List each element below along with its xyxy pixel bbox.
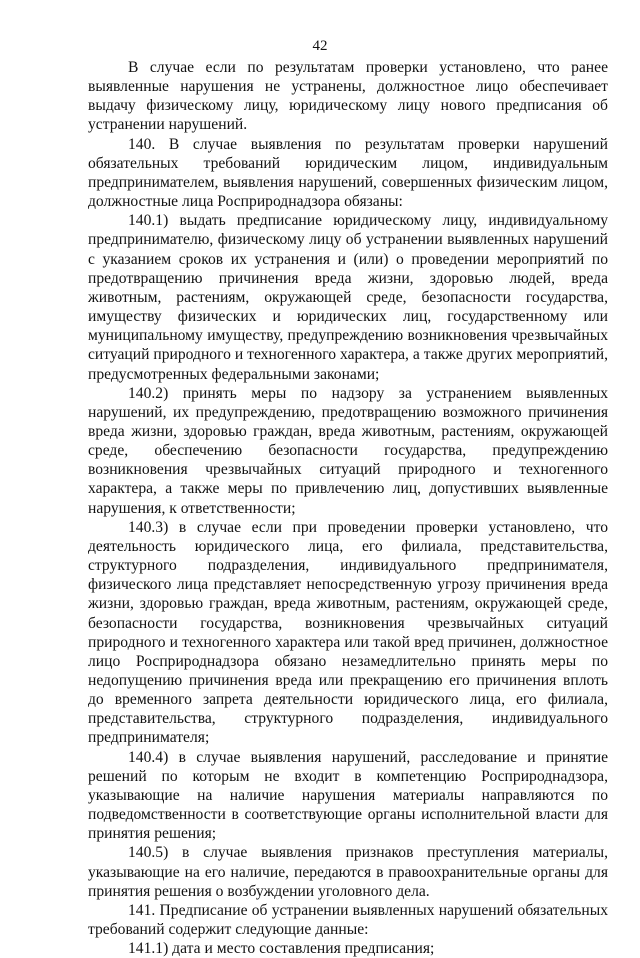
document-body bbox=[88, 58, 608, 958]
page-number: 42 bbox=[312, 38, 328, 54]
paragraph-141-1: 141.1) дата и место составления предписания; bbox=[128, 940, 435, 958]
paragraph-intro: В случае если по результатам проверки установлено, что ранее выявленные нарушения не устранены, должностное лицо обеспечивает выдачу физическому лицу, юридическому лицу нового предписания об устранении нарушений. bbox=[88, 59, 608, 134]
paragraph-140-2: 140.2) принять меры по надзору за устранением выявленных нарушений, их предупреждению, предотвращению возможного причинения вреда жизни, здоровью граждан, вреда животным, растениям, окружающей среде, обеспечению безопасности государства, предупреждению возникновения чрезвычайных ситуаций природного и техногенного характера, а также меры по привлечению лиц, допустивших выявленные нарушения, к ответственности; bbox=[88, 384, 608, 517]
paragraph-140: 140. В случае выявления по результатам проверки нарушений обязательных требований юридическим лицом, индивидуальным предпринимателем, выявления нарушений, совершенных физическим лицом, должностные лица Росприроднадзора обязаны: bbox=[88, 135, 608, 211]
paragraph-140-5: 140.5) в случае выявления признаков преступления материалы, указывающие на его наличие, передаются в правоохранительные органы для принятия решения о возбуждении уголовного дела. bbox=[88, 844, 608, 900]
paragraph-140-1: 140.1) выдать предписание юридическому лицу, индивидуальному предпринимателю, физическому лицу об устранении выявленных нарушений с указанием сроков их устранения и (или) о проведении мероприятий по предотвращению причинения вреда жизни, здоровью людей, вреда животным, растениям, окружающей среде, безопасности государства, имуществу физических и юридических лиц, государственному или муниципальному имуществу, предупреждению возникновения чрезвычайных ситуаций природного и техногенного характера, а также других мероприятий, предусмотренных федеральными законами; bbox=[88, 212, 608, 383]
paragraph-141: 141. Предписание об устранении выявленных нарушений обязательных требований содержит следующие данные: bbox=[88, 901, 608, 939]
paragraph-140-4: 140.4) в случае выявления нарушений, расследование и принятие решений по которым не входит в компетенцию Росприроднадзора, указывающие на наличие нарушения материалы направляются по подведомственности в соответствующие органы исполнительной власти для принятия решения; bbox=[88, 748, 608, 843]
paragraph-140-3: 140.3) в случае если при проведении проверки установлено, что деятельность юридического лица, его филиала, представительства, структурного подразделения, индивидуального предпринимателя, физического лица представляет непосредственную угрозу причинения вреда жизни, здоровью граждан, вреда животным, растениям, окружающей среде, безопасности государства, возникновения чрезвычайных ситуаций природного и техногенного характера или такой вред причинен, должностное лицо Росприроднадзора обязано незамедлительно принять меры по недопущению причинения вреда или прекращению его причинения вплоть до временного запрета деятельности юридического лица, его филиала, представительства, структурного подразделения, индивидуального предпринимателя; bbox=[88, 518, 608, 747]
